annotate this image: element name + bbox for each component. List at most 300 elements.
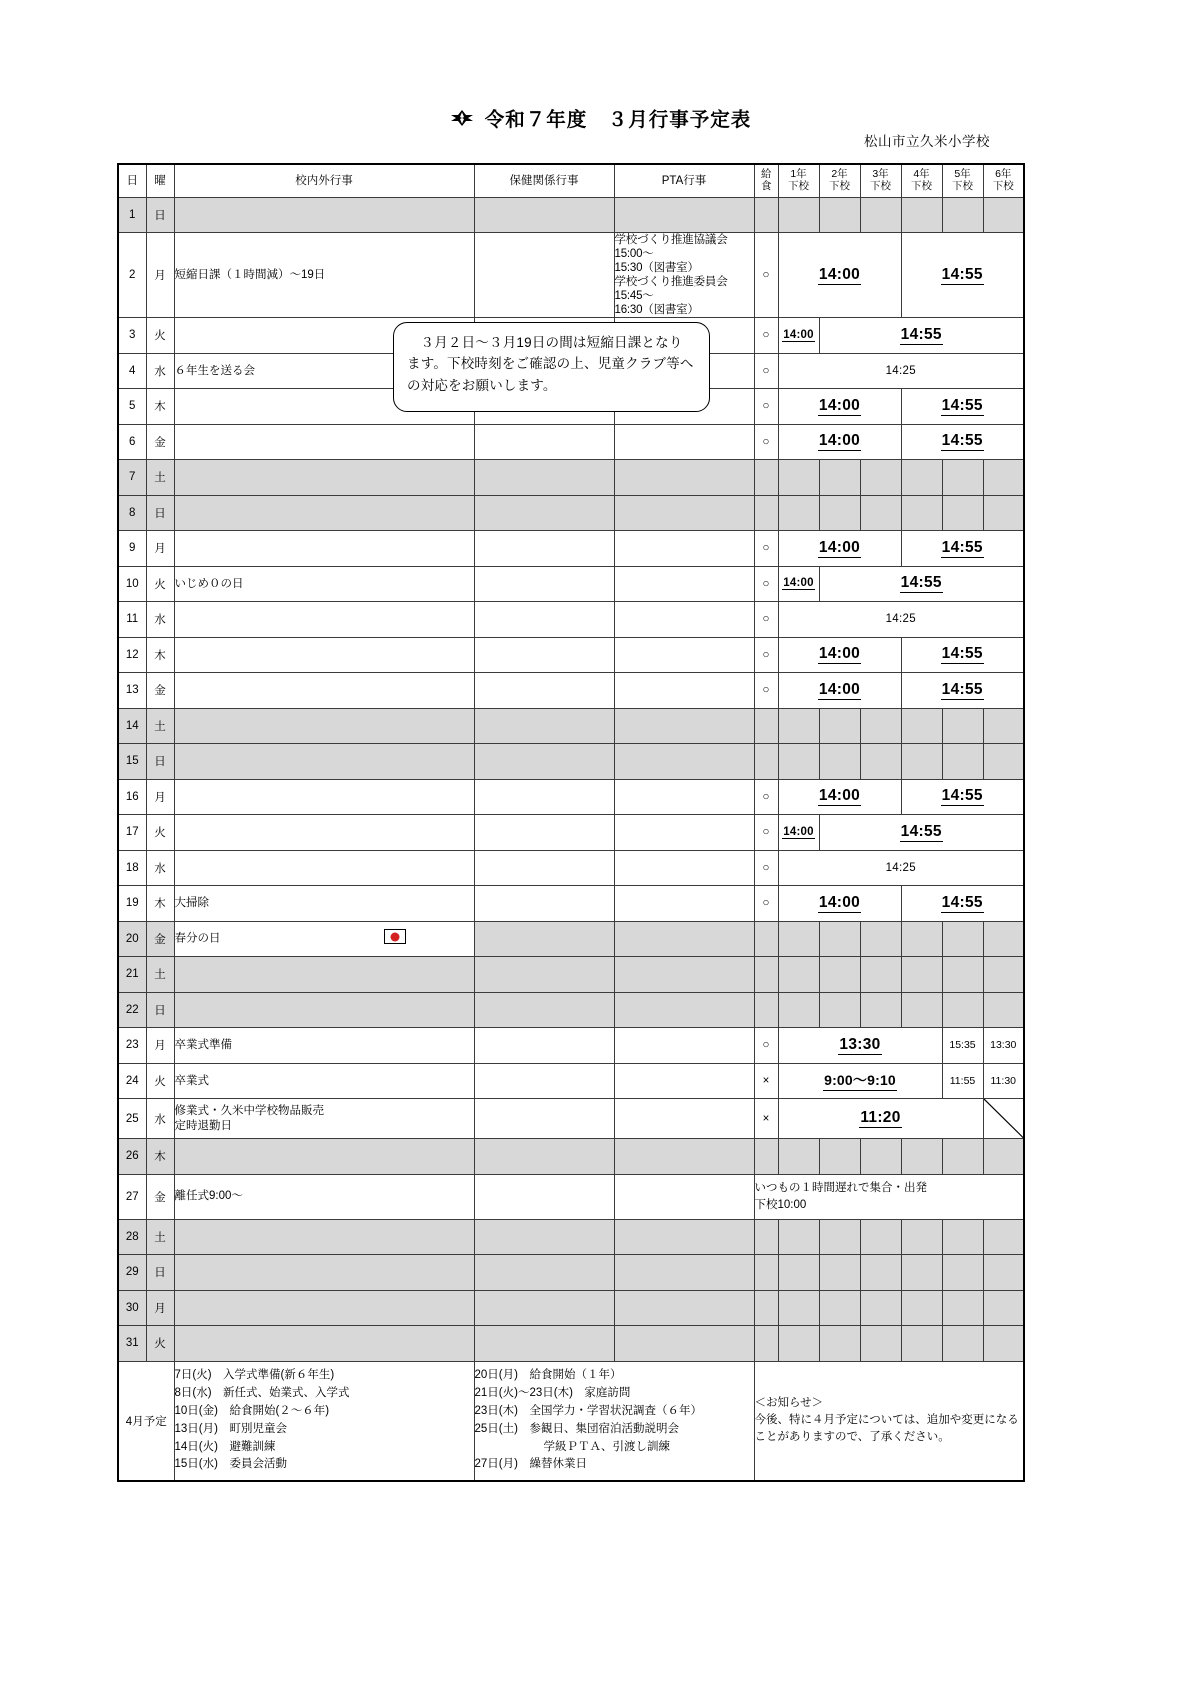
cell-grade-6: 11:30 <box>983 1063 1024 1099</box>
cell-health-events <box>474 779 614 815</box>
cell-weekday: 月 <box>146 531 174 567</box>
april-item: 14日(火) 避難訓練 <box>174 1440 276 1453</box>
cell-weekday: 日 <box>146 197 174 233</box>
cell-grade-2 <box>819 744 860 780</box>
cell-grade-2 <box>819 957 860 993</box>
cell-lunch: ○ <box>754 318 778 354</box>
cell-health-events <box>474 566 614 602</box>
cell-weekday: 金 <box>146 424 174 460</box>
cell-lunch: ○ <box>754 886 778 922</box>
cell-grade-5 <box>942 1219 983 1255</box>
notice-title: ＜お知らせ＞ <box>754 1396 824 1409</box>
cell-school-events: 離任式9:00～ <box>174 1174 474 1219</box>
cell-weekday: 水 <box>146 850 174 886</box>
table-row <box>118 1139 1024 1175</box>
cell-health-events <box>474 197 614 233</box>
cell-day: 21 <box>118 957 146 993</box>
cell-health-events <box>474 1139 614 1175</box>
cell-pta-events <box>614 815 754 851</box>
cell-grade-2 <box>819 992 860 1028</box>
cell-grade-6 <box>983 1290 1024 1326</box>
april-item: 8日(水) 新任式、始業式、入学式 <box>174 1387 350 1400</box>
cell-lunch <box>754 957 778 993</box>
cell-grade-5 <box>942 460 983 496</box>
cell-pta-events <box>614 460 754 496</box>
col-lunch: 給 食 <box>754 164 778 197</box>
cell-weekday: 日 <box>146 1255 174 1291</box>
cell-grades-all: 14:25 <box>778 602 1024 638</box>
cell-lunch <box>754 1219 778 1255</box>
cell-lunch: ○ <box>754 353 778 389</box>
cell-grade-5: 11:55 <box>942 1063 983 1099</box>
holiday-label: 春分の日 <box>174 932 221 945</box>
cell-grades-1-3: 14:00 <box>778 886 901 922</box>
cell-weekday: 月 <box>146 1290 174 1326</box>
april-plan-col2 <box>474 1361 754 1481</box>
cell-day: 4 <box>118 353 146 389</box>
col-grade-2: 2年 下校 <box>819 164 860 197</box>
cell-grades-1-3: 14:00 <box>778 779 901 815</box>
cell-pta-events <box>614 1290 754 1326</box>
cell-grade-1 <box>778 460 819 496</box>
april-item: 学級ＰＴＡ、引渡し訓練 <box>474 1440 670 1453</box>
cell-grade-6 <box>983 1326 1024 1362</box>
cell-lunch: ○ <box>754 673 778 709</box>
cell-lunch <box>754 1139 778 1175</box>
cell-pta-events <box>614 1099 754 1139</box>
cell-weekday: 金 <box>146 921 174 957</box>
cell-health-events <box>474 708 614 744</box>
cell-school-events <box>174 1290 474 1326</box>
cell-day: 11 <box>118 602 146 638</box>
note-line: いつもの１時間遅れで集合・出発 <box>754 1181 927 1194</box>
cell-grade-4 <box>901 744 942 780</box>
cell-grade-1 <box>778 921 819 957</box>
cell-school-events <box>174 744 474 780</box>
cell-pta-events <box>614 531 754 567</box>
cell-pta-events <box>614 424 754 460</box>
cell-grade-6 <box>983 1139 1024 1175</box>
cell-weekday: 木 <box>146 1139 174 1175</box>
table-row <box>118 531 1024 567</box>
cell-grades-2-6: 14:55 <box>819 318 1024 354</box>
table-row <box>118 233 1024 318</box>
cell-lunch: ○ <box>754 531 778 567</box>
cell-day: 12 <box>118 637 146 673</box>
cell-health-events <box>474 1063 614 1099</box>
cell-day: 14 <box>118 708 146 744</box>
table-row <box>118 637 1024 673</box>
cell-lunch <box>754 992 778 1028</box>
cell-grade-1 <box>778 744 819 780</box>
cell-grade-3 <box>860 197 901 233</box>
cell-grade-3 <box>860 1326 901 1362</box>
table-row <box>118 886 1024 922</box>
cell-lunch: ○ <box>754 602 778 638</box>
cell-day: 2 <box>118 233 146 318</box>
cell-pta-events <box>614 921 754 957</box>
cell-grade-2 <box>819 495 860 531</box>
cell-health-events <box>474 1326 614 1362</box>
table-row <box>118 1290 1024 1326</box>
cell-weekday: 木 <box>146 637 174 673</box>
april-notice <box>754 1361 1024 1481</box>
table-row <box>118 1028 1024 1064</box>
cell-weekday: 木 <box>146 389 174 425</box>
cell-weekday: 土 <box>146 957 174 993</box>
cell-grade-1 <box>778 1290 819 1326</box>
cell-weekday: 火 <box>146 566 174 602</box>
cell-school-events <box>174 992 474 1028</box>
cell-health-events <box>474 233 614 318</box>
cell-grade-4 <box>901 921 942 957</box>
table-row <box>118 1099 1024 1139</box>
cell-pta-events <box>614 850 754 886</box>
cell-grades-1-4: 9:00～9:10 <box>778 1063 942 1099</box>
table-row <box>118 197 1024 233</box>
table-header-row <box>118 164 1024 197</box>
cell-grade-3 <box>860 495 901 531</box>
table-row <box>118 1174 1024 1219</box>
cell-weekday: 金 <box>146 673 174 709</box>
cell-grade-6 <box>983 744 1024 780</box>
cell-pta-events <box>614 1255 754 1291</box>
cell-weekday: 月 <box>146 1028 174 1064</box>
cell-grades-all: 14:25 <box>778 850 1024 886</box>
cell-health-events <box>474 460 614 496</box>
cell-lunch: ○ <box>754 815 778 851</box>
cell-grade-2 <box>819 921 860 957</box>
cell-health-events <box>474 886 614 922</box>
cell-weekday: 月 <box>146 779 174 815</box>
callout-text: ３月２日～３月19日の間は短縮日課となります。下校時刻をご確認の上、児童クラブ等への対応をお願いします。 <box>407 335 694 393</box>
cell-weekday: 日 <box>146 992 174 1028</box>
cell-pta-events <box>614 495 754 531</box>
cell-grade-4 <box>901 495 942 531</box>
cell-grade-1: 14:00 <box>778 566 819 602</box>
cell-grade-2 <box>819 708 860 744</box>
cell-day: 8 <box>118 495 146 531</box>
cell-lunch <box>754 197 778 233</box>
april-item: 7日(火) 入学式準備(新６年生) <box>174 1369 335 1382</box>
col-grade-1: 1年 下校 <box>778 164 819 197</box>
cell-school-events <box>174 673 474 709</box>
cell-grade-1 <box>778 992 819 1028</box>
cell-grade-6 <box>983 460 1024 496</box>
cell-lunch <box>754 921 778 957</box>
cell-grades-2-6: 14:55 <box>819 815 1024 851</box>
cell-day: 15 <box>118 744 146 780</box>
april-item: 23日(木) 全国学力・学習状況調査（６年） <box>474 1405 702 1418</box>
april-item: 25日(土) 参観日、集団宿泊活動説明会 <box>474 1422 679 1435</box>
col-grade-6: 6年 下校 <box>983 164 1024 197</box>
cell-pta-events <box>614 957 754 993</box>
cell-weekday: 土 <box>146 708 174 744</box>
cell-lunch: ○ <box>754 389 778 425</box>
cell-lunch: ○ <box>754 233 778 318</box>
cell-health-events <box>474 815 614 851</box>
cell-health-events <box>474 921 614 957</box>
cell-lunch <box>754 744 778 780</box>
cell-grade-4 <box>901 1139 942 1175</box>
cell-grade-2 <box>819 1255 860 1291</box>
cell-grades-1-3: 14:00 <box>778 389 901 425</box>
april-item: 27日(月) 繰替休業日 <box>474 1458 587 1471</box>
cell-weekday: 火 <box>146 1326 174 1362</box>
school-crest-icon <box>449 109 475 127</box>
table-row <box>118 1326 1024 1362</box>
cell-school-events <box>174 531 474 567</box>
cell-grade-4 <box>901 1255 942 1291</box>
cell-lunch: ○ <box>754 637 778 673</box>
cell-health-events <box>474 424 614 460</box>
cell-health-events <box>474 1099 614 1139</box>
cell-day: 1 <box>118 197 146 233</box>
cell-grade-3 <box>860 708 901 744</box>
cell-grades-4-6: 14:55 <box>901 389 1024 425</box>
school-name: 松山市立久米小学校 <box>864 134 990 149</box>
cell-grade-1 <box>778 708 819 744</box>
cell-day: 31 <box>118 1326 146 1362</box>
cell-pta-events <box>614 1139 754 1175</box>
cell-departure-note <box>754 1174 1024 1219</box>
cell-grades-1-5: 11:20 <box>778 1099 983 1139</box>
cell-pta-events <box>614 886 754 922</box>
cell-grade-3 <box>860 1255 901 1291</box>
cell-weekday: 土 <box>146 1219 174 1255</box>
cell-school-events <box>174 708 474 744</box>
cell-school-events: いじめ０の日 <box>174 566 474 602</box>
cell-school-events <box>174 637 474 673</box>
cell-lunch <box>754 708 778 744</box>
cell-grade-2 <box>819 1139 860 1175</box>
cell-day: 18 <box>118 850 146 886</box>
cell-grade-4 <box>901 460 942 496</box>
cell-school-events <box>174 957 474 993</box>
table-row <box>118 992 1024 1028</box>
cell-pta-events <box>614 1174 754 1219</box>
cell-grade-2 <box>819 197 860 233</box>
cell-day: 5 <box>118 389 146 425</box>
cell-grade-6 <box>983 957 1024 993</box>
cell-grade-5 <box>942 197 983 233</box>
cell-health-events <box>474 495 614 531</box>
cell-grade-5 <box>942 1326 983 1362</box>
cell-day: 27 <box>118 1174 146 1219</box>
cell-grade-2 <box>819 1326 860 1362</box>
cell-school-events <box>174 1099 474 1139</box>
table-row <box>118 1219 1024 1255</box>
cell-grade-3 <box>860 1139 901 1175</box>
cell-lunch: ○ <box>754 1028 778 1064</box>
cell-school-events: 短縮日課（１時間減）～19日 <box>174 233 474 318</box>
cell-day: 16 <box>118 779 146 815</box>
cell-grade-6 <box>983 992 1024 1028</box>
cell-health-events <box>474 673 614 709</box>
cell-grade-4 <box>901 992 942 1028</box>
cell-grade-1 <box>778 197 819 233</box>
cell-grade-5 <box>942 1139 983 1175</box>
table-row <box>118 1255 1024 1291</box>
note-line: 下校10:00 <box>754 1198 807 1211</box>
april-item: 20日(月) 給食開始（１年） <box>474 1369 622 1382</box>
col-weekday: 曜 <box>146 164 174 197</box>
cell-weekday: 月 <box>146 233 174 318</box>
japan-flag-icon <box>384 929 406 948</box>
cell-grades-1-3: 14:00 <box>778 531 901 567</box>
cell-grade-5 <box>942 957 983 993</box>
cell-day: 30 <box>118 1290 146 1326</box>
cell-grade-6 <box>983 921 1024 957</box>
cell-health-events <box>474 1255 614 1291</box>
cell-grades-4-6: 14:55 <box>901 637 1024 673</box>
cell-school-events: 大掃除 <box>174 886 474 922</box>
cell-weekday: 木 <box>146 886 174 922</box>
cell-lunch: ○ <box>754 424 778 460</box>
cell-health-events <box>474 850 614 886</box>
cell-pta-events <box>614 779 754 815</box>
cell-grades-4-6: 14:55 <box>901 424 1024 460</box>
cell-grades-1-3: 14:00 <box>778 637 901 673</box>
shortened-schedule-callout <box>393 322 710 412</box>
cell-grade-5 <box>942 992 983 1028</box>
cell-health-events <box>474 1219 614 1255</box>
cell-weekday: 火 <box>146 318 174 354</box>
school-event-line: 修業式・久米中学校物品販売 <box>174 1105 324 1118</box>
cell-grade-5 <box>942 495 983 531</box>
cell-grade-3 <box>860 1219 901 1255</box>
cell-day: 20 <box>118 921 146 957</box>
cell-grades-4-6: 14:55 <box>901 886 1024 922</box>
table-row <box>118 850 1024 886</box>
cell-school-events <box>174 921 474 957</box>
cell-pta-events <box>614 1326 754 1362</box>
cell-day: 19 <box>118 886 146 922</box>
cell-grades-1-3: 14:00 <box>778 233 901 318</box>
pta-line: 16:30（図書室） <box>614 304 699 317</box>
cell-grade-6 <box>983 708 1024 744</box>
cell-pta-events <box>614 673 754 709</box>
cell-weekday: 水 <box>146 1099 174 1139</box>
table-row <box>118 602 1024 638</box>
cell-school-events <box>174 1219 474 1255</box>
cell-grades-1-3: 14:00 <box>778 424 901 460</box>
cell-grade-4 <box>901 1326 942 1362</box>
cell-grade-4 <box>901 197 942 233</box>
table-row <box>118 566 1024 602</box>
cell-grade-3 <box>860 1290 901 1326</box>
cell-grades-4-6: 14:55 <box>901 233 1024 318</box>
cell-grade-4 <box>901 708 942 744</box>
cell-grade-3 <box>860 744 901 780</box>
cell-school-events <box>174 460 474 496</box>
cell-grade-1: 14:00 <box>778 815 819 851</box>
cell-school-events <box>174 1326 474 1362</box>
cell-health-events <box>474 992 614 1028</box>
cell-weekday: 火 <box>146 1063 174 1099</box>
cell-day: 9 <box>118 531 146 567</box>
col-health-events: 保健関係行事 <box>474 164 614 197</box>
table-row <box>118 744 1024 780</box>
april-plan-label: 4月予定 <box>118 1361 174 1481</box>
cell-grade-6 <box>983 1219 1024 1255</box>
cell-lunch <box>754 1326 778 1362</box>
cell-weekday: 日 <box>146 744 174 780</box>
cell-grade-4 <box>901 1290 942 1326</box>
cell-weekday: 金 <box>146 1174 174 1219</box>
school-event-line: 定時退勤日 <box>174 1119 232 1132</box>
table-row <box>118 921 1024 957</box>
col-grade-4: 4年 下校 <box>901 164 942 197</box>
cell-day: 17 <box>118 815 146 851</box>
cell-grades-2-6: 14:55 <box>819 566 1024 602</box>
cell-school-events <box>174 779 474 815</box>
cell-grades-1-3: 14:00 <box>778 673 901 709</box>
cell-grade-5 <box>942 1255 983 1291</box>
cell-pta-events <box>614 992 754 1028</box>
col-day: 日 <box>118 164 146 197</box>
cell-pta-events <box>614 1219 754 1255</box>
cell-weekday: 火 <box>146 815 174 851</box>
cell-health-events <box>474 637 614 673</box>
col-school-events: 校内外行事 <box>174 164 474 197</box>
cell-day: 23 <box>118 1028 146 1064</box>
cell-grade-1 <box>778 1139 819 1175</box>
cell-day: 22 <box>118 992 146 1028</box>
cell-school-events <box>174 850 474 886</box>
cell-health-events <box>474 531 614 567</box>
cell-grade-1 <box>778 957 819 993</box>
cell-school-events: ６年生を送る会 <box>174 353 474 389</box>
cell-school-events <box>174 815 474 851</box>
cell-weekday: 水 <box>146 353 174 389</box>
notice-body: 今後、特に４月予定については、追加や変更になることがありますので、了承ください。 <box>754 1414 1019 1444</box>
cell-lunch: ○ <box>754 779 778 815</box>
cell-grade-3 <box>860 921 901 957</box>
cell-school-events <box>174 602 474 638</box>
pta-line: 学校づくり推進委員会15:45～ <box>614 276 728 303</box>
col-grade-5: 5年 下校 <box>942 164 983 197</box>
april-item: 10日(金) 給食開始(２～６年) <box>174 1405 330 1418</box>
cell-grade-1 <box>778 495 819 531</box>
cell-lunch: ○ <box>754 566 778 602</box>
table-row <box>118 1063 1024 1099</box>
cell-school-events: 卒業式準備 <box>174 1028 474 1064</box>
april-item: 15日(水) 委員会活動 <box>174 1458 287 1471</box>
cell-grades-1-4: 13:30 <box>778 1028 942 1064</box>
cell-grade-1 <box>778 1219 819 1255</box>
cell-pta-events <box>614 744 754 780</box>
cell-grade-6: 13:30 <box>983 1028 1024 1064</box>
cell-school-events <box>174 495 474 531</box>
cell-day: 26 <box>118 1139 146 1175</box>
cell-day: 28 <box>118 1219 146 1255</box>
cell-grade-5 <box>942 744 983 780</box>
cell-pta-events <box>614 602 754 638</box>
cell-pta-events <box>614 1063 754 1099</box>
cell-grade-6-empty <box>983 1099 1024 1139</box>
cell-health-events <box>474 1174 614 1219</box>
cell-grades-all: 14:25 <box>778 353 1024 389</box>
pta-line: 学校づくり推進協議会15:00～ <box>614 234 728 261</box>
cell-grade-3 <box>860 460 901 496</box>
table-row <box>118 708 1024 744</box>
table-row <box>118 673 1024 709</box>
cell-day: 6 <box>118 424 146 460</box>
cell-grade-2 <box>819 460 860 496</box>
page-title: 令和７年度 ３月行事予定表 <box>484 109 752 131</box>
diagonal-slash-icon <box>984 1099 1024 1138</box>
